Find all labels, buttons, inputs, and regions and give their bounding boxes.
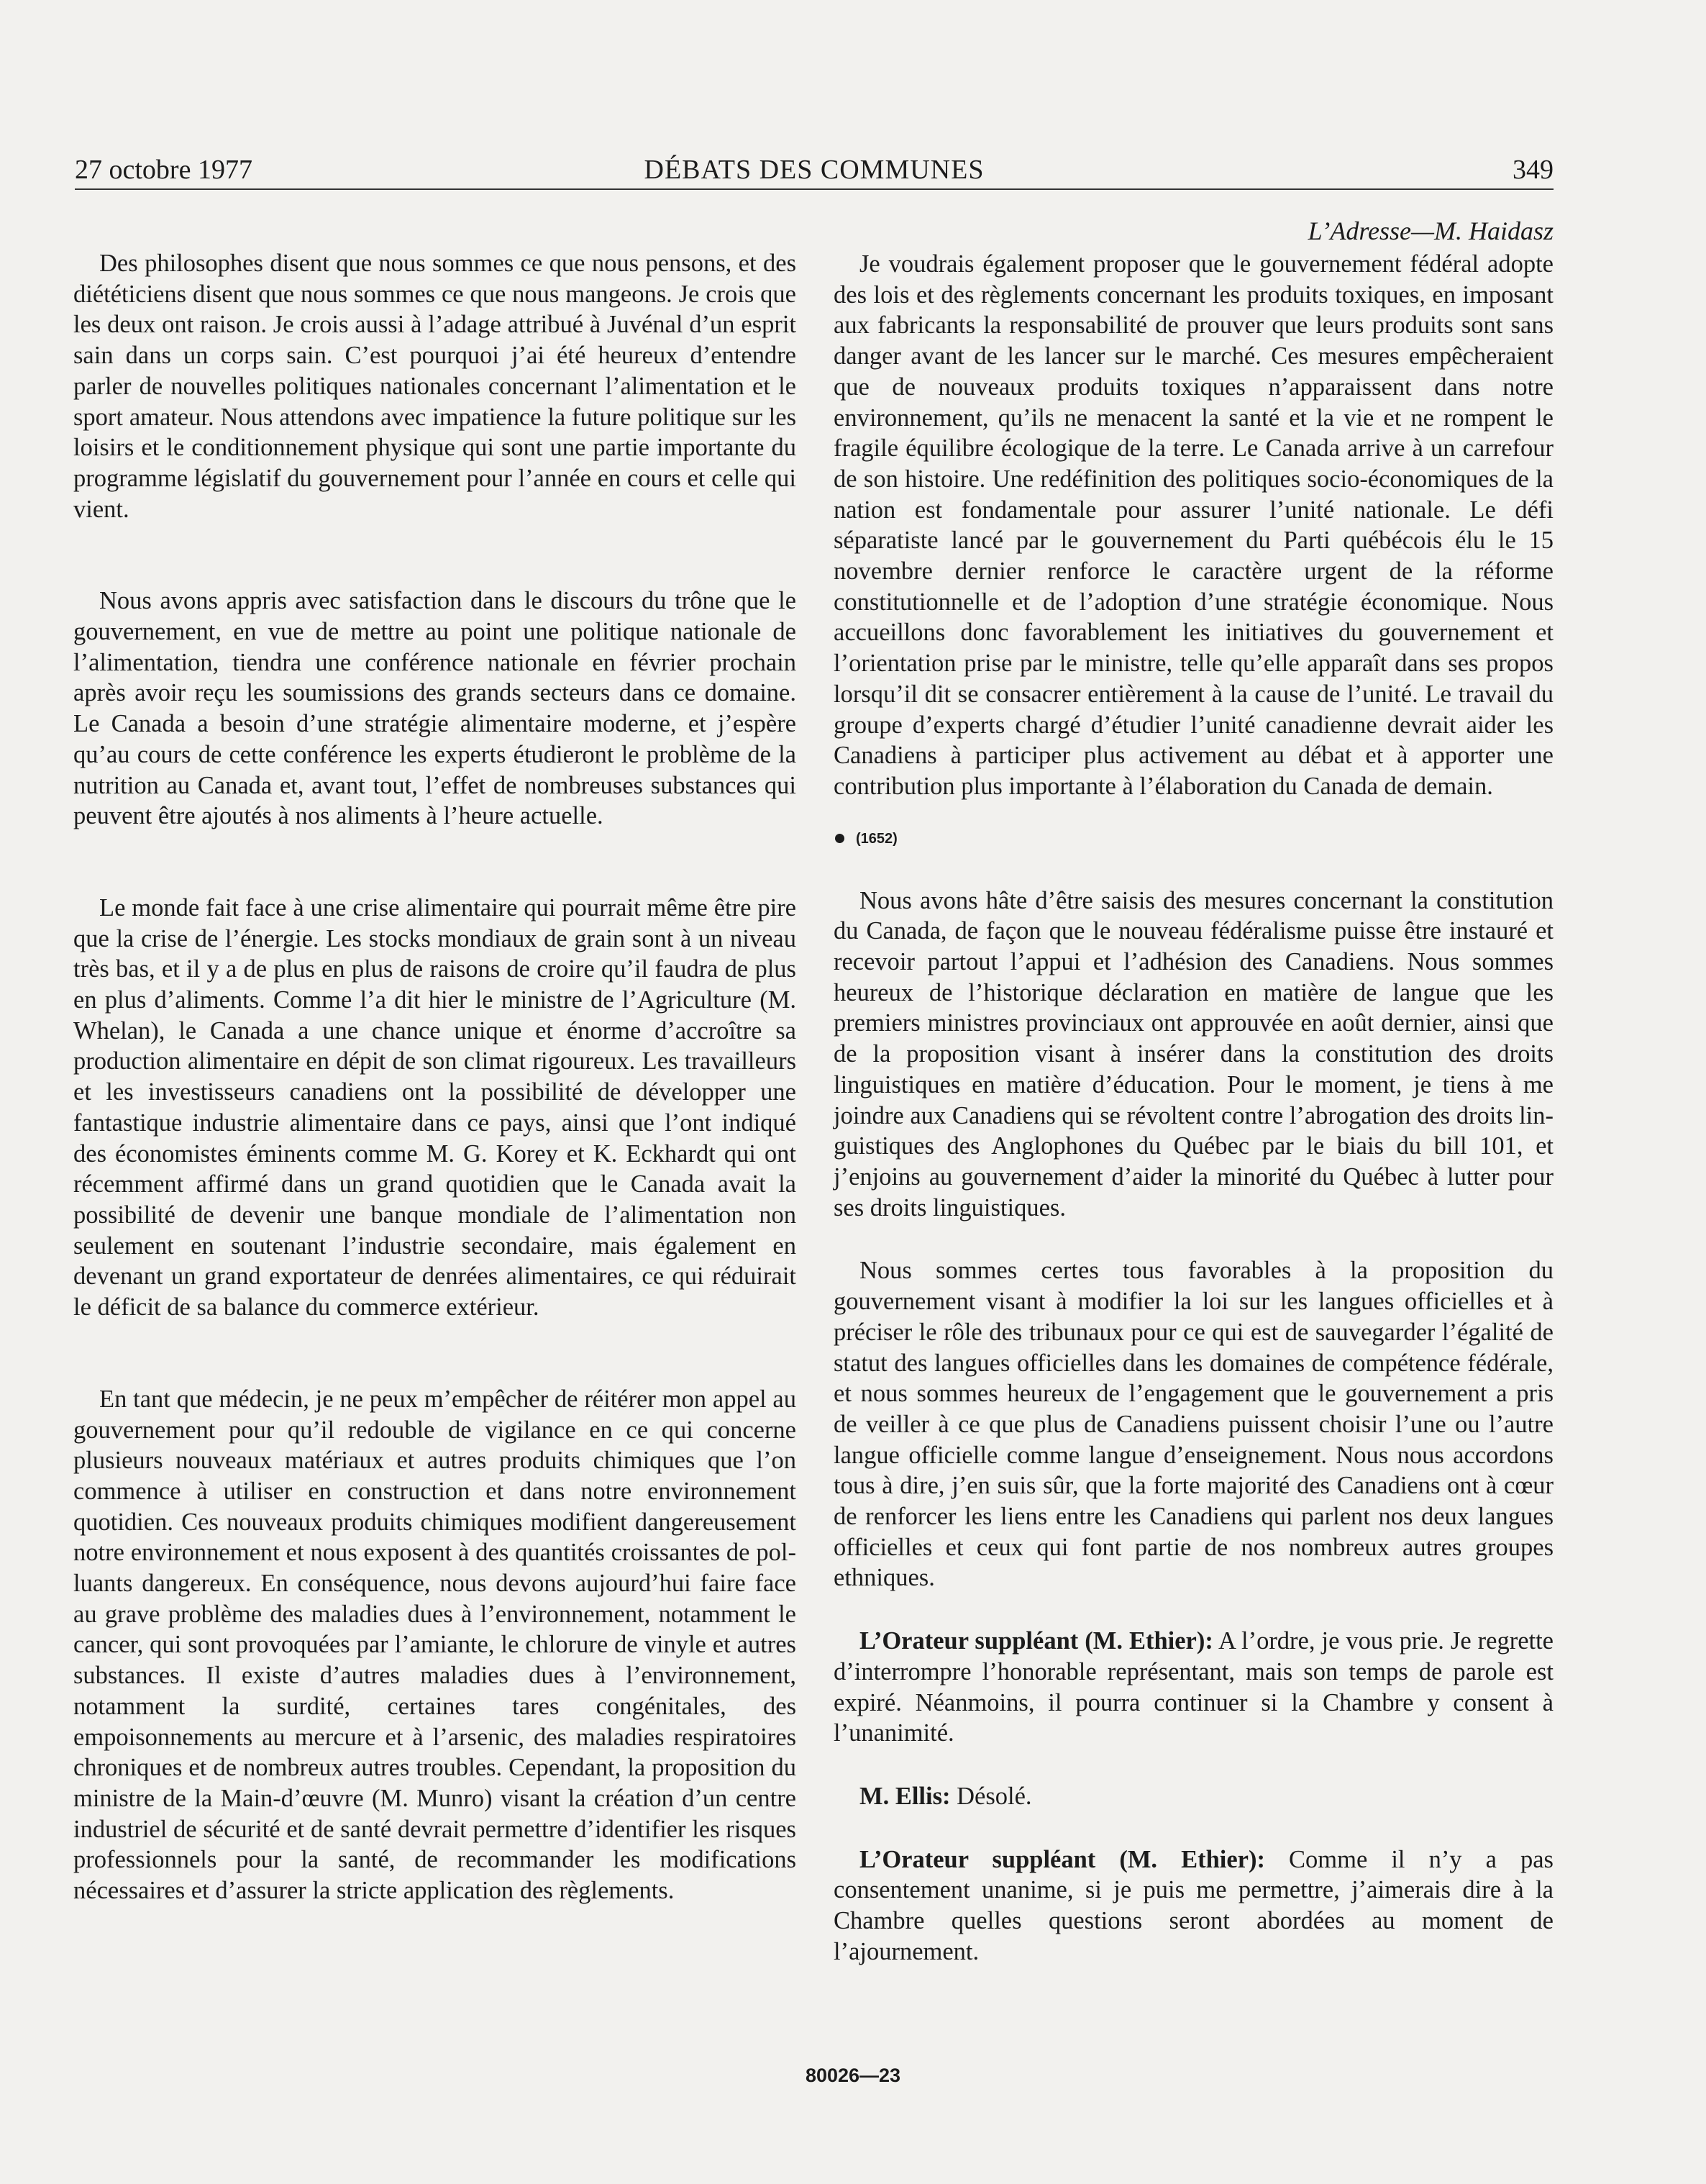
speaker-name: L’Orateur suppléant (M. Ethier): — [859, 1627, 1213, 1655]
speech-text: Désolé. — [950, 1782, 1032, 1810]
left-paragraph-2: Nous avons appris avec satisfaction dans le discours du trône que le gouvernement, en vue de mettre au point une politique nationale de l’alimentation, tiendra une conférence nationale en février prochain après avoir reçu les soumissions des grands secteurs dans ce domaine. Le Canada a besoin d’une stratégie alimentaire moderne, et j’espère qu’au cours de cette conférence les experts étudieront le problème de la nutrition au Canada et, avant tout, l’effet de nombreuses substances qui peuvent être ajoutés à nos aliments à l’heure actuelle. — [73, 587, 796, 830]
running-head: L’Adresse—M. Haidasz — [1308, 217, 1554, 245]
left-column — [73, 248, 796, 1906]
right-paragraph-2: Nous avons hâte d’être saisis des mesures concernant la constitution du Canada, de façon que le nouveau fédéralisme puisse être instauré et recevoir partout l’appui et l’adhésion des Canadiens. Nous sommes heureux de l’historique déclaration en matière de langue que les premiers ministres provinciaux ont approuvée en août dernier, ainsi que de la proposition visant à insérer dans la constitution des droits linguistiques en matière d’éducation. Pour le moment, je tiens à me joindre aux Canadiens qui se révoltent contre l’abrogation des droits linguistiques des Anglophones du Québec par le biais du bill 101, et j’enjoins au gouvernement d’aider la minorité du Québec à lutter pour ses droits linguistiques. — [834, 886, 1554, 1221]
speech-3 — [834, 1844, 1554, 1967]
speaker-name: M. Ellis: — [859, 1782, 951, 1810]
header-date: 27 octobre 1977 — [75, 155, 252, 185]
left-paragraph-3: Le monde fait face à une crise alimentaire qui pourrait même être pire que la crise de l’énergie. Les stocks mondiaux de grain sont à un niveau très bas, et il y a de plus en plus de raisons de croire qu’il faudra de plus en plus d’aliments. Comme l’a dit hier le ministre de l’Agriculture (M. Whelan), le Canada a une chance unique et énorme d’accroître sa production alimentaire en dépit de son climat rigoureux. Les travailleurs et les investisseurs canadiens ont la possibilité de développer une fantastique industrie alimentaire dans ce pays, ainsi que l’ont indiqué des économistes éminents comme M. G. Korey et K. Eckhardt qui ont récemment affirmé dans un grand quotidien que le Canada avait la possibilité de devenir une banque mondiale de l’alimentation non seulement en soutenant l’industrie secondaire, mais également en devenant un grand exportateur de denrées alimentaires, ce qui réduirait le déficit de sa balance du commerce extérieur. — [73, 893, 796, 1321]
left-paragraph-4: En tant que médecin, je ne peux m’empêcher de réitérer mon appel au gouvernement pour qu’il redouble de vigilance en ce qui concerne plusieurs nouveaux matériaux et autres produits chimiques que l’on commence à utiliser en construction et dans notre environnement quotidien. Ces nouveaux produits chimiques modifient dangereusement notre environnement et nous exposent à des quantités croissantes de polluants dangereux. En conséquence, nous devons aujourd’hui faire face au grave problème des maladies dues à l’environnement, notamment le cancer, qui sont provoquées par l’amiante, le chlorure de vinyle et autres substances. Il existe d’autres maladies dues à l’environnement, notamment la surdité, certaines tares congénitales, des empoisonnements au mercure et à l’arsenic, des maladies respiratoires chroniques et de nombreux autres troubles. Cependant, la proposition du ministre de la Main-d’œuvre (M. Munro) visant la création d’un centre industriel de sécurité et de santé devrait permettre d’identifier les risques professionnels pour la santé, de recommander les modifications nécessaires et d’assurer la stricte application des règlements. — [73, 1385, 796, 1905]
header-title: DÉBATS DES COMMUNES — [644, 155, 985, 185]
right-column — [834, 216, 1554, 1967]
right-paragraph-3: Nous sommes certes tous favorables à la proposition du gouvernement visant à modifier la loi sur les langues officielles et à préciser le rôle des tribunaux pour ce qui est de sauvegarder l’égalité de statut des langues officielles dans les domaines de compétence fédérale, et nous sommes heureux de l’engagement que le gouvernement a pris de veiller à ce que plus de Canadiens puissent choisir l’une ou l’autre langue officielle comme langue d’enseignement. Nous nous accordons tous à dire, j’en suis sûr, que la forte majorité des Canadiens ont à cœur de renforcer les liens entre les Canadiens qui parlent nos deux langues officielles et ceux qui font partie de nos nombreux autres groupes ethniques. — [834, 1257, 1554, 1592]
right-paragraph-1: Je voudrais également proposer que le gouvernement fédéral adopte des lois et des règlements concernant les produits toxiques, en imposant aux fabricants la responsabilité de prouver que leurs produits sont sans danger avant de les lancer sur le marché. Ces mesures empêcheraient que de nouveaux produits toxiques n’apparaissent dans notre environnement, qu’ils ne menacent la santé et la vie et ne rompent le fragile équilibre écologique de la terre. Le Canada arrive à un carrefour de son histoire. Une redéfinition des politiques socio-économiques de la nation est fondamentale pour assurer l’unité nationale. Le défi séparatiste lancé par le gouvernement du Parti québécois élu le 15 novembre dernier renforce le caractère urgent de la réforme constitutionnelle et de l’adoption d’une stratégie économique. Nous accueillons donc favorablement les initiatives du gouvernement et l’orientation prise par le ministre, telle qu’elle apparaît dans ses propos lorsqu’il dit se consacrer entièrement à la cause de l’unité. Le travail du groupe d’experts chargé d’étudier l’unité canadienne devrait aider les Canadiens à participer plus activement au débat et à apporter une contribution plus importante à l’élaboration du Canada de demain. — [834, 250, 1554, 800]
speaker-name: L’Orateur suppléant (M. Ethier): — [859, 1845, 1265, 1873]
time-marker-label: (1652) — [856, 830, 898, 847]
speech-2 — [834, 1781, 1554, 1812]
speech-text: A l’ordre, je vous prie. Je regrette d’interrompre l’honorable représentant, mais son temps de parole est expiré. Néanmoins, il pourra continuer si la Chambre y consent à l’unanimité. — [834, 1627, 1554, 1747]
speech-text: Comme il n’y a pas consentement unanime, si je puis me permettre, j’aimerais dire à la Chambre quelles questions seront abordées au moment de l’ajournement. — [834, 1845, 1554, 1965]
bullet-icon — [835, 834, 844, 843]
time-marker — [834, 824, 1554, 854]
page-number: 349 — [1513, 155, 1554, 185]
page-header — [75, 151, 1554, 190]
speech-1 — [834, 1626, 1554, 1749]
footer-code: 80026—23 — [805, 2065, 901, 2086]
left-paragraph-1: Des philosophes disent que nous sommes ce que nous pensons, et des diététiciens disent que nous sommes ce que nous mangeons. Je crois que les deux ont raison. Je crois aussi à l’adage attribué à Juvénal d’un esprit sain dans un corps sain. C’est pourquoi j’ai été heureux d’entendre parler de nouvelles politiques nationales concernant l’alimentation et le sport amateur. Nous attendons avec impatience la future politique sur les loisirs et le conditionnement physique qui sont une partie importante du programme législatif du gouvernement pour l’année en cours et celle qui vient. — [73, 250, 796, 523]
